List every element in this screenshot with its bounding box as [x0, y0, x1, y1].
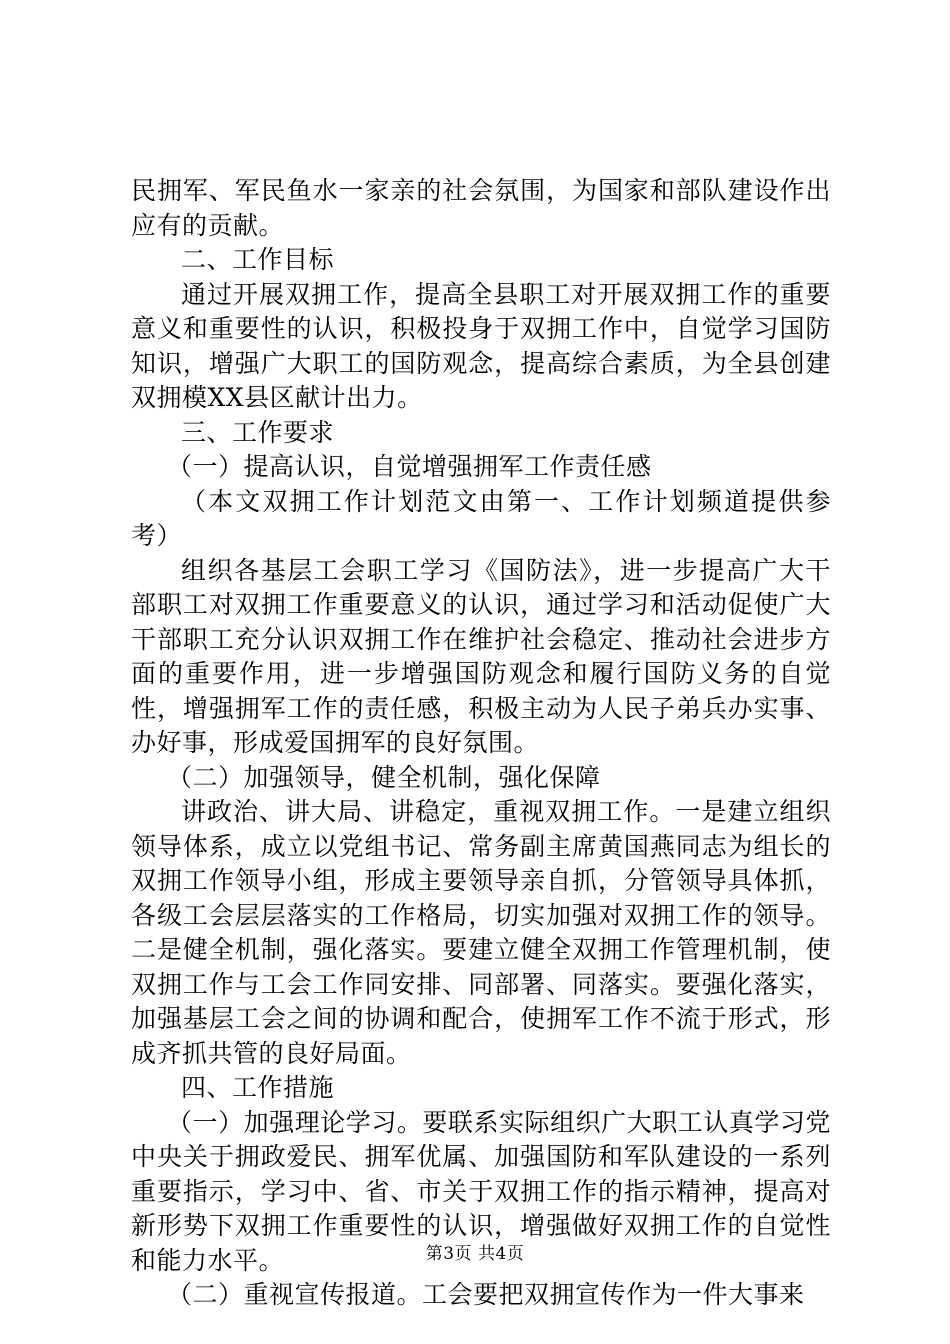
subheading-strengthen-leadership: （二）加强领导，健全机制，强化保障 — [167, 762, 601, 792]
subheading-raise-awareness: （一）提高认识，自觉增强拥军工作责任感 — [167, 452, 652, 481]
paragraph-intro-continuation: 民拥军、军民鱼水一家亲的社会氛围，为国家和部队建设作出应有的贡献。 — [131, 176, 831, 240]
paragraph-theory-study: （一）加强理论学习。要联系实际组织广大职工认真学习党中央关于拥政爱民、拥军优属、加强国防和军队建设的一系列重要指示，学习中、省、市关于双拥工作的指示精神，提高对新形势下双拥工作重要性的认识，增强做好双拥工作的自觉性和能力水平。 — [131, 1107, 831, 1275]
paragraph-leadership-mechanism: 讲政治、讲大局、讲稳定，重视双拥工作。一是建立组织领导体系，成立以党组书记、常务副主席黄国燕同志为组长的双拥工作领导小组，形成主要领导亲自抓，分管领导具体抓，各级工会层层落实的工作格局，切实加强对双拥工作的领导。二是健全机制，强化落实。要建立健全双拥工作管理机制，使双拥工作与工会工作同安排、同部署、同落实。要强化落实，加强基层工会之间的协调和配合，使拥军工作不流于形式，形成齐抓共管的良好局面。 — [131, 797, 831, 1068]
paragraph-work-goals: 通过开展双拥工作，提高全县职工对开展双拥工作的重要意义和重要性的认识，积极投身于双拥工作中，自觉学习国防知识，增强广大职工的国防观念，提高综合素质，为全县创建双拥模XX县区献计出力。 — [131, 279, 831, 412]
document-body — [131, 174, 831, 1313]
paragraph-source-note: （本文双拥工作计划范文由第一、工作计划频道提供参考） — [131, 486, 831, 550]
heading-work-requirements: 三、工作要求 — [181, 417, 335, 447]
paragraph-study-defense-law: 组织各基层工会职工学习《国防法》，进一步提高广大干部职工对双拥工作重要意义的认识，通过学习和活动促使广大干部职工充分认识双拥工作在维护社会稳定、推动社会进步方面的重要作用，进一步增强国防观念和履行国防义务的自觉性，增强拥军工作的责任感，积极主动为人民子弟兵办实事、办好事，形成爱国拥军的良好氛围。 — [131, 555, 831, 757]
page-number-footer: 第3页 共4页 — [425, 1244, 525, 1264]
heading-work-goals: 二、工作目标 — [181, 245, 335, 274]
heading-work-measures: 四、工作措施 — [181, 1073, 335, 1102]
paragraph-publicity: （二）重视宣传报道。工会要把双拥宣传作为一件大事来 — [167, 1280, 805, 1309]
